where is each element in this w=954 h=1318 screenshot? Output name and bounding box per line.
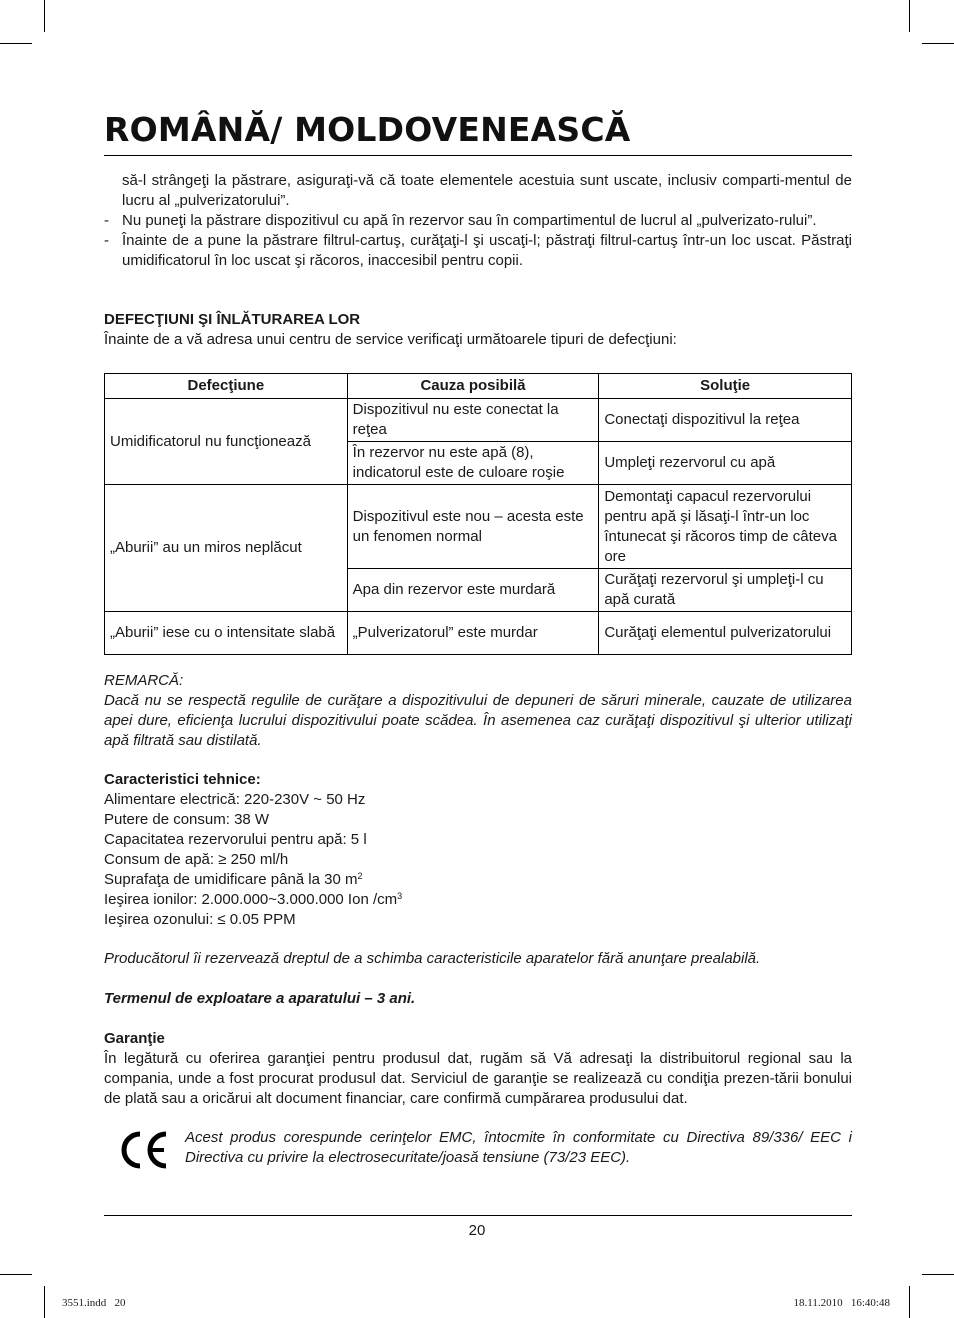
crop-mark [922,43,954,44]
spec-power-supply: Alimentare electrică: 220-230V ~ 50 Hz [104,791,366,808]
spec-consumption: Putere de consum: 38 W [104,811,270,828]
footer-rule [104,1215,852,1216]
list-item-text: Înainte de a pune la păstrare filtrul-cartuş, curăţaţi-l şi uscaţi-l; păstraţi filtrul-cartuş într-un loc uscat. Păstraţi umidificatorul în loc uscat şi răcoros, inaccesibil pentru copii. [122,232,852,269]
list-item [104,211,852,231]
column-header-cause: Cauza posibilă [347,374,599,399]
crop-mark [909,0,910,32]
storage-continuation: să-l strângeţi la păstrare, asiguraţi-vă că toate elementele acestuia sunt uscate, inclusiv comparti-mentul de lucru al „pulverizatorului”. [122,172,852,209]
list-item-text: Nu puneţi la păstrare dispozitivul cu apă în rezervor sau în compartimentul de lucrul al „pulverizato-rului”. [122,212,817,229]
spec-water-use: Consum de apă: ≥ 250 ml/h [104,851,289,868]
cause-cell: Apa din rezervor este murdară [347,569,599,612]
spec-area-text: Suprafaţa de umidificare până la 30 m [104,871,358,888]
storage-section [104,171,852,271]
warranty-text: În legătură cu oferirea garanţiei pentru produsul dat, rugăm să Vă adresaţi la distribuitorul regional sau la compania, unde a fost procurat produsul dat. Serviciul de garanţie se realizează cu condiţia prezen-tării bonului de plată sau a oricărui alt document financiar, care confirmă cumpărarea produsului dat. [104,1050,852,1107]
solution-cell: Conectaţi dispozitivul la reţea [599,399,852,442]
page-title: ROMÂNĂ/ MOLDOVENEASCĂ [104,110,631,149]
specs-section [104,770,852,930]
cause-cell: Dispozitivul este nou – acesta este un fenomen normal [347,485,599,569]
warranty-section [104,1029,852,1109]
table-header-row [105,374,852,399]
faults-section [104,310,852,350]
list-bullet: - [104,232,109,249]
crop-mark [922,1274,954,1275]
spec-area [104,870,852,890]
solution-cell: Curăţaţi rezervorul şi umpleţi-l cu apă curată [599,569,852,612]
spec-ions-sup: 3 [397,891,403,901]
fault-cell: „Aburii” iese cu o intensitate slabă [105,612,348,655]
page-number: 20 [468,1222,486,1239]
cause-cell: Dispozitivul nu este conectat la reţea [347,399,599,442]
table-row [105,399,852,442]
note-heading: REMARCĂ: [104,672,184,689]
crop-mark [909,1286,910,1318]
column-header-fault: Defecţiune [105,374,348,399]
table-row [105,612,852,655]
cause-cell: În rezervor nu este apă (8), indicatorul este de culoare roşie [347,442,599,485]
fault-cell: „Aburii” au un miros neplăcut [105,485,348,612]
spec-ions-text: Ieşirea ionilor: 2.000.000~3.000.000 Ion /cm [104,891,398,908]
faults-intro: Înainte de a vă adresa unui centru de service verificaţi următoarele tipuri de defecţiuni: [104,331,677,348]
list-item [104,231,852,271]
slug-timestamp: 18.11.2010 16:40:48 [793,1297,890,1309]
column-header-solution: Soluţie [599,374,852,399]
spec-tank: Capacitatea rezervorului pentru apă: 5 l [104,831,367,848]
fault-cell: Umidificatorul nu funcţionează [105,399,348,485]
crop-mark [0,43,32,44]
warranty-heading: Garanţie [104,1030,165,1047]
cause-cell: „Pulverizatorul” este murdar [347,612,599,655]
title-rule [104,155,852,156]
crop-mark [0,1274,32,1275]
ce-mark-icon [118,1130,170,1170]
solution-cell: Umpleţi rezervorul cu apă [599,442,852,485]
slug-file: 3551.indd 20 [62,1297,126,1309]
faults-table [104,373,852,655]
ce-text: Acest produs corespunde cerinţelor EMC, întocmite în conformitate cu Directiva 89/336/ EEC i Directiva cu privire la electrosecuritate/joasă tensiune (73/23 EEC). [185,1129,852,1166]
faults-heading: DEFECŢIUNI ŞI ÎNLĂTURAREA LOR [104,311,361,328]
spec-area-sup: 2 [357,871,363,881]
list-bullet: - [104,212,109,229]
solution-cell: Demontaţi capacul rezervorului pentru apă şi lăsaţi-l într-un loc întunecat şi răcoros timp de câteva ore [599,485,852,569]
note-text: Dacă nu se respectă regulile de curăţare a dispozitivului de depuneri de săruri minerale, cauzate de utilizarea apei dure, eficienţa lucrului dispozitivului poate scădea. În asemenea caz curăţaţi dispozitivul şi ulterior utilizaţi apă filtrată sau distilată. [104,692,852,749]
spec-ions [104,890,852,910]
lifetime: Termenul de exploatare a aparatului – 3 ani. [104,990,416,1007]
disclaimer: Producătorul îi rezervează dreptul de a schimba caracteristicile aparatelor fără anunţare prealabilă. [104,950,761,967]
crop-mark [44,1286,45,1318]
crop-mark [44,0,45,32]
note-section [104,671,852,751]
table-row [105,485,852,569]
spec-ozone: Ieşirea ozonului: ≤ 0.05 PPM [104,911,296,928]
solution-cell: Curăţaţi elementul pulverizatorului [599,612,852,655]
specs-heading: Caracteristici tehnice: [104,771,261,788]
